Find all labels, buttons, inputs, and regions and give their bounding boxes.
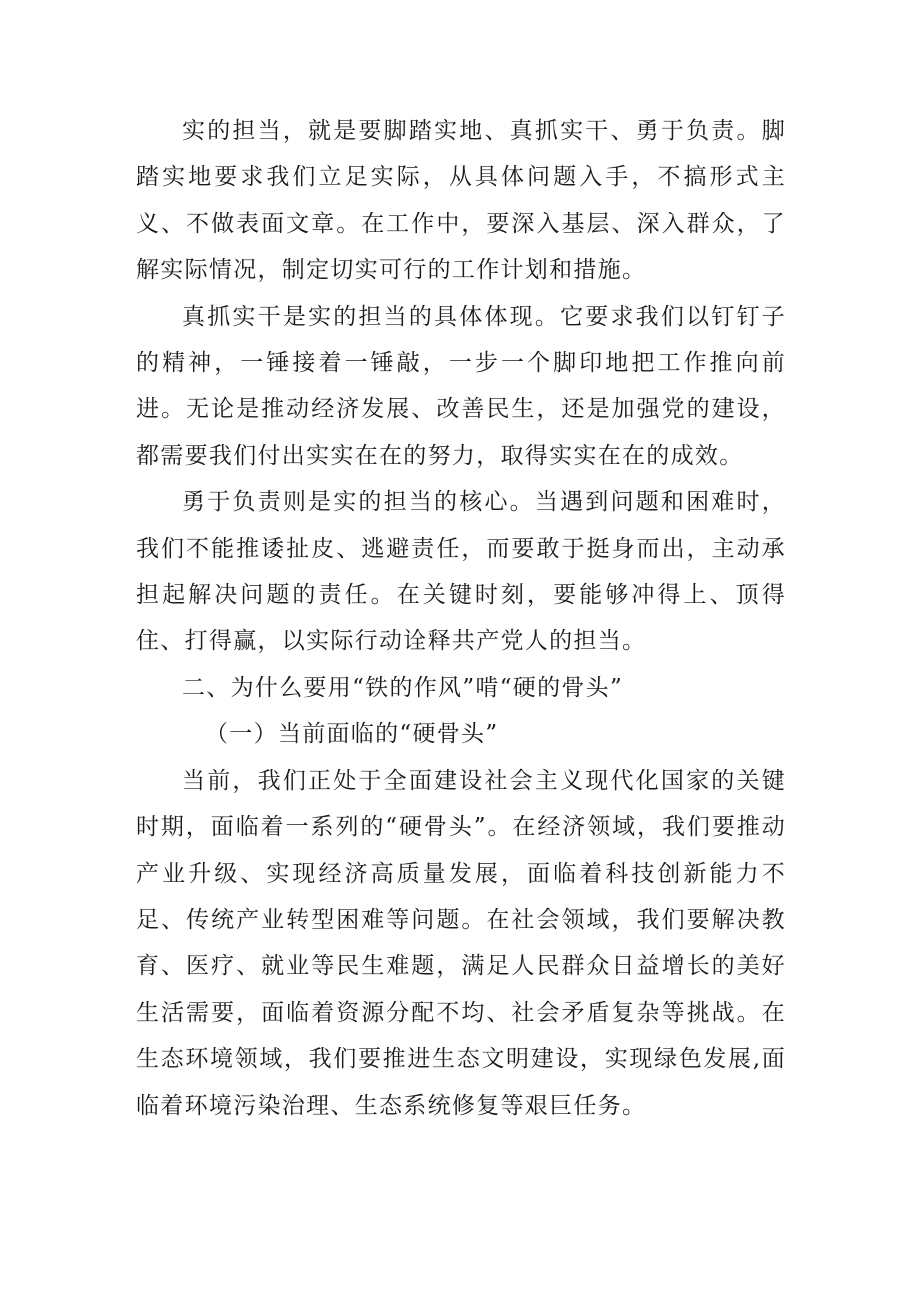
paragraph-current-challenges: 当前，我们正处于全面建设社会主义现代化国家的关键时期，面临着一系列的“硬骨头”。在经济领域，我们要推动产业升级、实现经济高质量发展，面临着科技创新能力不足、传统产业转型困难等问题。在社会领域，我们要解决教育、医疗、就业等民生难题，满足人民群众日益增长的美好生活需要，面临着资源分配不均、社会矛盾复杂等挑战。在生态环境领域，我们要推进生态文明建设，实现绿色发展,面临着环境污染治理、生态系统修复等艰巨任务。 — [136, 767, 786, 1119]
document-body — [136, 108, 786, 1129]
paragraph-responsibility-intro: 实的担当，就是要脚踏实地、真抓实干、勇于负责。脚踏实地要求我们立足实际，从具体问题入手，不搞形式主义、不做表面文章。在工作中，要深入基层、深入群众，了解实际情况，制定切实可行的工作计划和措施。 — [136, 118, 786, 284]
subsection-heading: （一）当前面临的“硬骨头” — [205, 721, 499, 748]
section-heading: 二、为什么要用“铁的作风”啃“硬的骨头” — [182, 674, 624, 701]
paragraph-hard-work: 真抓实干是实的担当的具体体现。它要求我们以钉钉子的精神，一锤接着一锤敲，一步一个脚印地把工作推向前进。无论是推动经济发展、改善民生，还是加强党的建设，都需要我们付出实实在在的努力，取得实实在在的成效。 — [136, 303, 786, 469]
paragraph-take-responsibility: 勇于负责则是实的担当的核心。当遇到问题和困难时，我们不能推诿扯皮、逃避责任，而要敢于挺身而出，主动承担起解决问题的责任。在关键时刻，要能够冲得上、顶得住、打得赢，以实际行动诠释共产党人的担当。 — [136, 489, 786, 655]
